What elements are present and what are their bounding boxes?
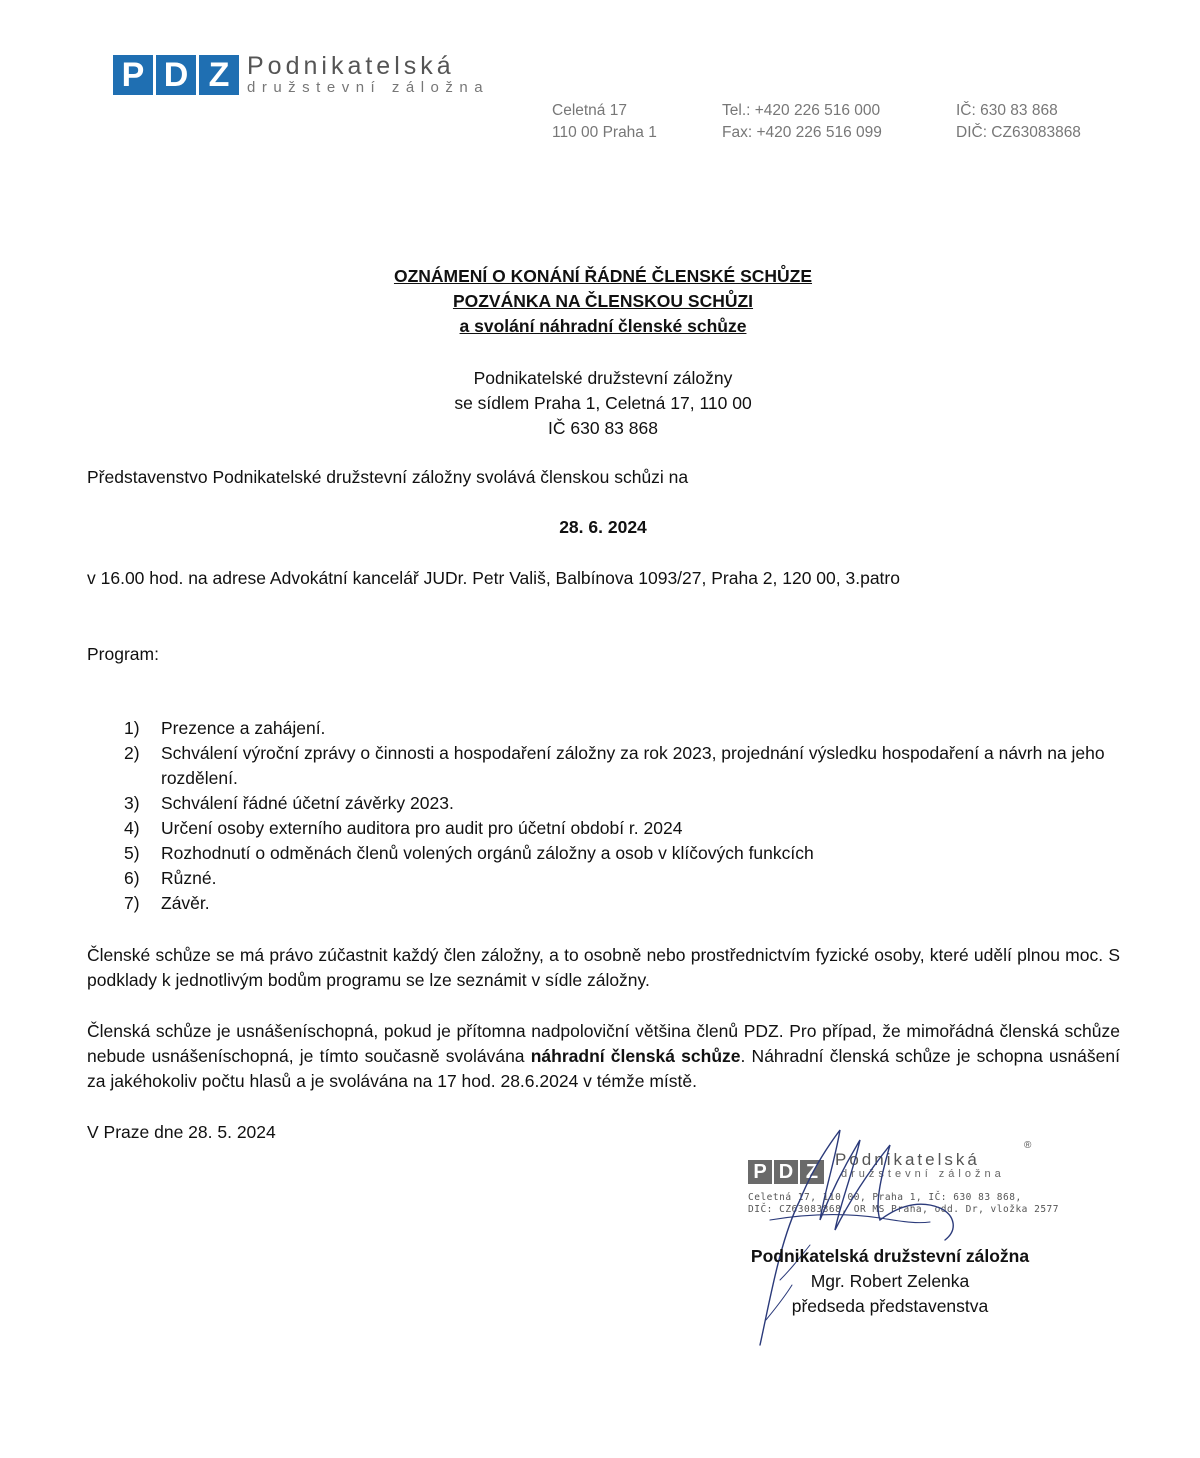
program-label: Program: [87,644,159,664]
program-item-number: 2) [124,743,140,763]
org-line-2: se sídlem Praha 1, Celetná 17, 110 00 [454,393,752,413]
program-item [87,866,1127,891]
phone-tel: Tel.: +420 226 516 000 [722,102,881,119]
logo-letters [113,55,239,95]
stamp-subtitle: družstevní záložna [841,1168,1005,1180]
logo-letter-p: P [113,55,153,95]
program-item [87,741,1127,791]
stamp-letter-z: Z [800,1160,824,1184]
title-line-2: POZVÁNKA NA ČLENSKOU SCHŮZI [452,291,754,311]
stamp-address: Celetná 17, 110 00, Praha 1, IČ: 630 83 868, [748,1192,1022,1203]
program-item-text: Závěr. [161,893,210,913]
program-item [87,791,1127,816]
company-id: IČ: 630 83 868 [956,102,1058,119]
letterhead-phone [722,100,882,144]
intro-text: Představenstvo Podnikatelské družstevní záložny svolává členskou schůzi na [87,467,689,487]
address-city: 110 00 Praha 1 [552,124,657,141]
program-item-number: 1) [124,718,140,738]
program-item-number: 3) [124,793,140,813]
logo-name: Podnikatelská [247,52,455,80]
handwritten-signature [740,1120,990,1360]
pdz-logo [113,53,489,97]
document-title [0,264,1200,339]
program-item-text: Různé. [161,868,217,888]
letterhead-address [552,100,657,144]
program-item-number: 7) [124,893,140,913]
program-list [87,716,1127,916]
quorum-text-2: . Náhradní členská schůze je schopna usnášení za jakéhokoliv počtu hlasů a je svolávána na 17 hod. 28.6.2024 v témže místě. [87,1046,1120,1091]
program-item-text: Prezence a zahájení. [161,718,326,738]
address-street: Celetná 17 [552,102,627,119]
signature-block [725,1244,1055,1319]
signatory-name: Mgr. Robert Zelenka [810,1271,970,1291]
program-item-text: Schválení výroční zprávy o činnosti a hospodaření záložny za rok 2023, projednání výsledku hospodaření a návrh na jeho rozdělení. [161,743,1105,788]
organization-block [0,366,1200,441]
program-item-number: 6) [124,868,140,888]
letterhead-ids [956,100,1081,144]
stamp-name: Podnikatelská [835,1150,980,1169]
registered-mark: ® [1024,1140,1032,1151]
logo-letter-z: Z [199,55,239,95]
stamp-registry: DIČ: CZ63083868, OR MS Praha, odd. Dr, vložka 2577 [748,1204,1059,1215]
attendance-paragraph: Členské schůze se má právo zúčastnit každý člen záložny, a to osobně nebo prostřednictvím fyzické osoby, které udělí plnou moc. S podklady k jednotlivým bodům programu se lze seznámit v sídle záložny. [87,945,1120,990]
title-line-1: OZNÁMENÍ O KONÁNÍ ŘÁDNÉ ČLENSKÉ SCHŮZE [393,266,813,286]
program-item [87,891,1127,916]
vat-id: DIČ: CZ63083868 [956,124,1081,141]
venue-text: v 16.00 hod. na adrese Advokátní kancelář JUDr. Petr Vališ, Balbínova 1093/27, Praha 2, 120 00, 3.patro [87,568,900,588]
program-item [87,816,1127,841]
org-line-3: IČ 630 83 868 [548,418,658,438]
program-item-number: 4) [124,818,140,838]
quorum-paragraph [87,1019,1120,1094]
program-item-text: Určení osoby externího auditora pro audit pro účetní období r. 2024 [161,818,683,838]
signatory-role: předseda představenstva [791,1296,989,1316]
logo-subtitle: družstevní záložna [247,79,490,96]
logo-text [247,53,489,97]
phone-fax: Fax: +420 226 516 099 [722,124,882,141]
org-line-1: Podnikatelské družstevní záložny [473,368,733,388]
signature-organization: Podnikatelská družstevní záložna [750,1246,1030,1266]
logo-letter-d: D [156,55,196,95]
quorum-text-bold: náhradní členská schůze [530,1046,741,1066]
quorum-text-1: Členská schůze je usnášeníschopná, pokud je přítomna nadpoloviční většina členů PDZ. Pro případ, že mimořádná členská schůze nebude usnášeníschopná, je tímto současně svolávána [87,1021,1120,1066]
stamp-letter-p: P [748,1160,772,1184]
program-item-text: Schválení řádné účetní závěrky 2023. [161,793,454,813]
meeting-date: 28. 6. 2024 [559,517,647,537]
program-item [87,841,1127,866]
program-item [87,716,1127,741]
program-item-text: Rozhodnutí o odměnách členů volených orgánů záložny a osob v klíčových funkcích [161,843,814,863]
program-item-number: 5) [124,843,140,863]
place-date: V Praze dne 28. 5. 2024 [87,1122,276,1142]
title-line-3: a svolání náhradní členské schůze [459,316,747,336]
stamp-letter-d: D [774,1160,798,1184]
